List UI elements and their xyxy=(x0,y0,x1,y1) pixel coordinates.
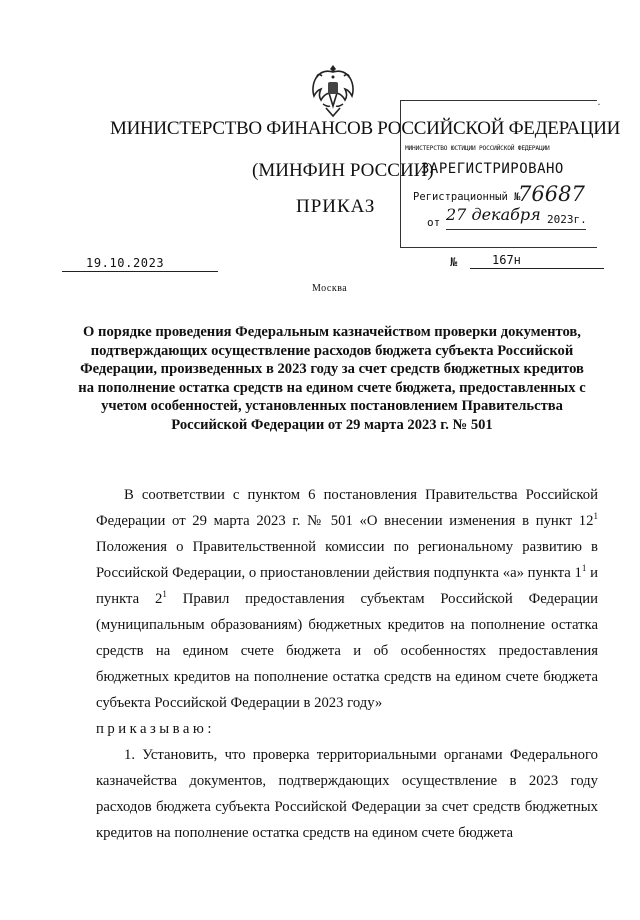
registration-stamp xyxy=(400,97,601,248)
superscript: 1 xyxy=(162,589,167,600)
stamp-reg-label: Регистрационный № xyxy=(413,191,521,203)
stamp-ministry: МИНИСТЕРСТВО ЮСТИЦИИ РОССИЙСКОЙ ФЕДЕРАЦИИ xyxy=(405,145,550,152)
stamp-corner-mark: · xyxy=(597,97,601,111)
document-number: 167н xyxy=(470,252,604,269)
double-headed-eagle-icon xyxy=(308,62,358,120)
preamble-part-3: и пункта 2 xyxy=(96,565,598,607)
paragraph-preamble xyxy=(96,482,598,716)
document-heading: О порядке проведения Федеральным казначейством проверки документов, подтверждающих осуществление расходов бюджета субъекта Российской Федерации, произведенных в 2023 году за счет средств бюджетных кредитов на пополнение остатка средств на едином счете бюджета, предоставленных с учетом особенностей, установленных постановлением Правительства Российской Федерации от 29 марта 2023 г. № 501 xyxy=(78,324,586,433)
stamp-reg-number: 76687 xyxy=(518,182,585,206)
document-type: ПРИКАЗ xyxy=(296,196,376,217)
paragraph-item-1: 1. Установить, что проверка территориальными органами Федерального казначейства документов, подтверждающих осуществление в 2023 году расходов бюджета субъекта Российской Федерации за счет средств бюджетных кредитов на пополнение остатка средств на едином счете бюджета xyxy=(96,747,598,841)
preamble-part-4: Правил предоставления субъектам Российской Федерации (муниципальным образованиям) бюджетных кредитов на пополнение остатка средств на едином счете бюджета и об особенностях предоставления бюджетных кредитов на пополнение остатка средств на едином счете бюджета субъекта Российской Федерации в 2023 году» xyxy=(96,591,598,711)
ministry-name: МИНИСТЕРСТВО ФИНАНСОВ РОССИЙСКОЙ ФЕДЕРАЦИИ xyxy=(110,118,621,139)
preamble-part-2: Положения о Правительственной комиссии по региональному развитию в Российской Федерации, о приостановлении действия подпункта «а» пункта 1 xyxy=(96,539,598,581)
city: Москва xyxy=(312,283,348,294)
document-body xyxy=(96,482,598,846)
stamp-date-underline xyxy=(446,229,586,230)
superscript: 1 xyxy=(581,563,587,574)
stamp-date-handwritten: 27 декабря xyxy=(446,205,541,224)
number-sign: № xyxy=(450,255,458,269)
preamble-part-1: В соответствии с пунктом 6 постановления Правительства Российской Федерации от 29 марта 2023 г. № 501 «О внесении изменения в пункт 12 xyxy=(96,487,598,529)
stamp-date-prefix: от xyxy=(427,216,441,229)
superscript: 1 xyxy=(593,511,598,522)
ministry-abbreviation: (МИНФИН РОССИИ) xyxy=(252,160,434,181)
order-word: приказываю: xyxy=(96,721,215,737)
stamp-year: 2023г. xyxy=(547,213,587,226)
document-date: 19.10.2023 xyxy=(62,255,218,272)
stamp-status: ЗАРЕГИСТРИРОВАНО xyxy=(421,161,564,177)
